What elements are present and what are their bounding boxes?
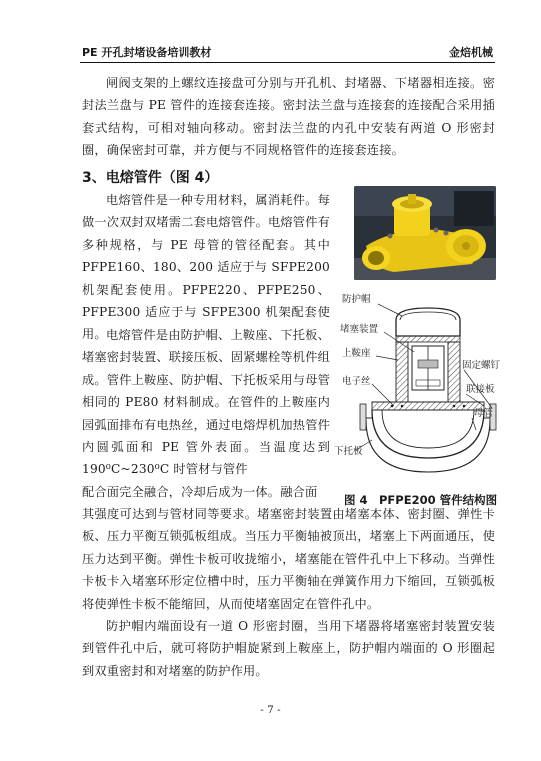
header-rule xyxy=(80,62,495,63)
label-tray: 下托板 xyxy=(334,446,363,457)
label-plug: 堵塞装置 xyxy=(340,324,379,335)
label-bolt: 固定螺钉 xyxy=(462,360,501,371)
paragraph-flange: 闸阀支架的上螺纹连接盘可分别与开孔机、封堵器、下堵器相连接。密封法兰盘与 PE 管件的连接套连接。密封法兰盘与连接套的连接配合采用插套式结构，可相对轴向移动。密封法兰盘的内孔中安装有两道 O 形密封圈，确保密封可靠，并方便与不同规格管件的连接套连接。 xyxy=(82,76,495,158)
page-number: - 7 - xyxy=(260,704,281,716)
structure-diagram-svg xyxy=(332,290,510,485)
label-cap: 防护帽 xyxy=(342,294,371,305)
section-heading: 3、电熔管件（图 4） xyxy=(82,170,219,186)
fitting-photo xyxy=(354,186,496,280)
paragraph-plug-device: 其强度可达到与管材同等要求。堵塞密封装置由堵塞本体、密封圈、弹性卡板、压力平衡互锁弧板组成。当压力平衡轴被顶出，堵塞上下两面通压，使压力达到平衡。弹性卡板可收拢缩小，堵塞能在管件孔中上下移动。当弹性卡板卡入堵塞环形定位槽中时，压力平衡轴在弹簧作用力下缩回，互锁弧板将使弹性卡板不能缩回，从而使堵塞固定在管件孔中。 xyxy=(82,507,495,611)
paragraph-protective-cap: 防护帽内端面设有一道 O 形密封圈，当用下堵器将堵塞密封装置安装到管件孔中后，就可将防护帽旋紧到上鞍座上，防护帽内端面的 O 形圈起到双重密封和对堵塞的防护作用。 xyxy=(82,619,495,678)
label-wire: 电子丝 xyxy=(342,376,371,387)
paragraph-fitting-structure: 电熔管件是由防护帽、上鞍座、下托板、堵塞密封装置、联接压板、固紧螺栓等机件组成。管件上鞍座、防护帽、下托板采用与母管相同的 PE80 材料制成。在管件的上鞍座内园弧面排布有电热丝，通过电熔焊机加热管件内圆弧面和 PE 管外表面。当温度达到 190⁰C~230⁰C 时管材与管件 xyxy=(82,328,330,477)
fitting-photo-art xyxy=(354,186,496,280)
paragraph-fitting-structure-cont: 配合面完全融合，冷却后成为一体。融合面 xyxy=(82,485,318,499)
label-pipe: 母管 xyxy=(474,408,494,419)
header-company: 金焙机械 xyxy=(449,46,493,59)
structure-diagram xyxy=(332,290,510,485)
header-title: PE 开孔封堵设备培训教材 xyxy=(82,46,212,59)
paragraph-fitting-intro: 电熔管件是一种专用材料，属消耗件。每做一次双封双堵需二套电熔管件。电熔管件有多种规格，与 PE 母管的管径配套。其中 PFPE160、180、200 适应于与 SFPE200 机架配套使用。PFPE220、PFPE250、PFPE300 适应于与 SFPE300 机架配套使用。 xyxy=(82,193,330,342)
label-plate: 联接板 xyxy=(466,384,495,395)
figure-caption: 图 4 PFPE200 管件结构图 xyxy=(344,493,498,507)
label-saddle: 上鞍座 xyxy=(342,348,371,359)
